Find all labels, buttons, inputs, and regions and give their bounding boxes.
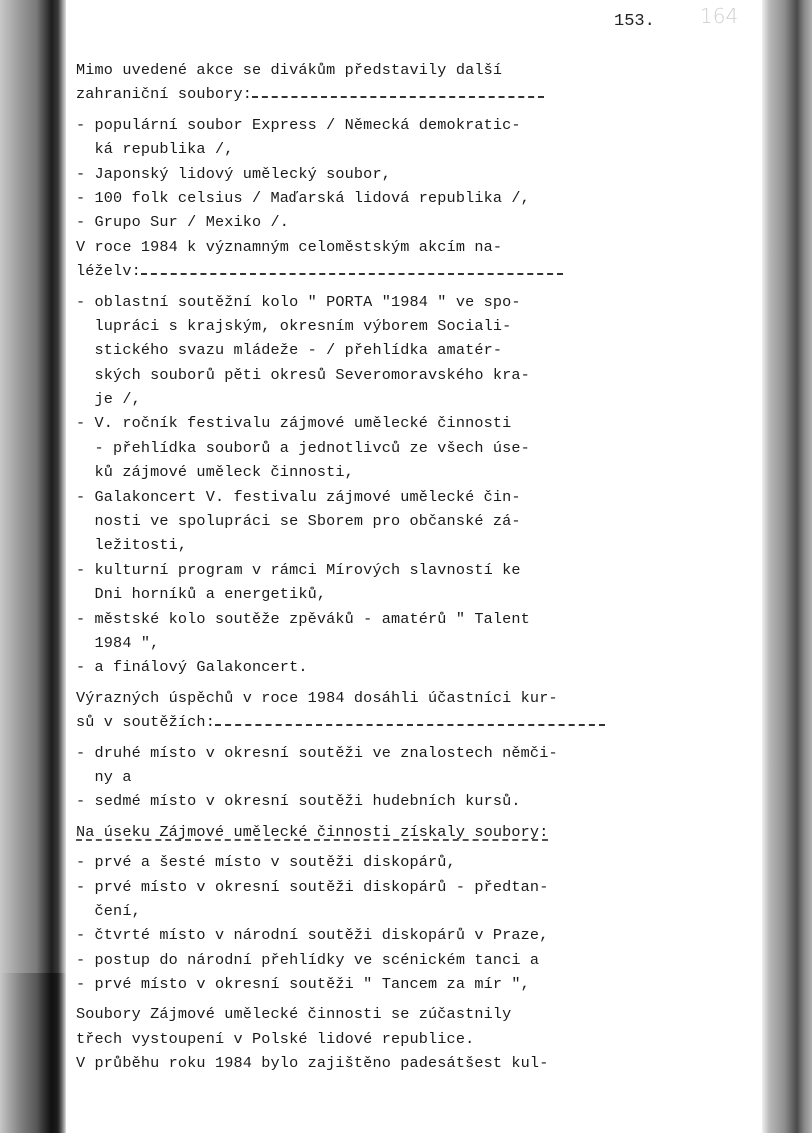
list-item-cont: je /, — [76, 390, 141, 409]
section2-heading: léželv: — [76, 262, 141, 281]
section1-heading: zahraniční soubory: — [76, 85, 253, 104]
list-item-cont: ležitosti, — [76, 536, 188, 555]
list-item: - prvé a šesté místo v soutěži diskopárů, — [76, 853, 456, 872]
section4-heading: Na úseku Zájmové umělecké činnosti získaly soubory: — [76, 822, 549, 841]
list-item-cont: stického svazu mládeže - / přehlídka amatér- — [76, 341, 503, 360]
list-item: - a finálový Galakoncert. — [76, 658, 308, 677]
section2-heading-line — [76, 259, 616, 283]
list-item: - Grupo Sur / Mexiko /. — [76, 213, 290, 232]
document-body — [76, 58, 616, 1076]
section3-heading: sů v soutěžích: — [76, 713, 215, 732]
page-number: 153. — [614, 12, 655, 31]
list-item: - prvé místo v okresní soutěži " Tancem za mír ", — [76, 975, 530, 994]
section1-heading-line — [76, 82, 616, 106]
list-item-cont: ských souborů pěti okresů Severomoravského kra- — [76, 365, 530, 384]
list-item: - prvé místo v okresní soutěži diskopárů - předtan- — [76, 877, 549, 896]
section4-heading-line — [76, 820, 616, 844]
section2-intro: V roce 1984 k významným celoměstským akcím na- — [76, 237, 503, 256]
list-item: - populární soubor Express / Německá demokratic- — [76, 115, 521, 134]
scan-right-edge-shadow — [762, 0, 812, 1133]
list-item-cont: 1984 ", — [76, 633, 160, 652]
section1-list — [76, 113, 616, 235]
list-item-cont: nosti ve spolupráci se Sborem pro občanské zá- — [76, 512, 521, 531]
heading-rule — [141, 259, 563, 275]
list-item-cont: ny a — [76, 767, 132, 786]
section3-heading-line — [76, 710, 616, 734]
list-item: - čtvrté místo v národní soutěži diskopárů v Praze, — [76, 926, 549, 945]
list-item-cont: lupráci s krajským, okresním výborem Sociali- — [76, 316, 512, 335]
section3-list — [76, 741, 616, 814]
list-item: - druhé místo v okresní soutěži ve znalostech němči- — [76, 743, 558, 762]
paragraph-line: V průběhu roku 1984 bylo zajištěno padesátšest kul- — [76, 1054, 549, 1073]
list-item: - oblastní soutěžní kolo " PORTA "1984 " ve spo- — [76, 292, 521, 311]
paragraph-line: Soubory Zájmové umělecké činnosti se zúčastnily — [76, 1005, 512, 1024]
list-item: - 100 folk celsius / Maďarská lidová republika /, — [76, 188, 530, 207]
paragraph-line: třech vystoupení v Polské lidové republice. — [76, 1029, 475, 1048]
section4-list — [76, 850, 616, 996]
section2-list — [76, 290, 616, 680]
section1-intro: Mimo uvedené akce se divákům představily další — [76, 61, 503, 79]
list-item-cont: čení, — [76, 901, 141, 920]
heading-rule — [252, 82, 544, 98]
heading-rule — [215, 710, 605, 726]
scan-left-edge-shadow — [0, 0, 66, 1133]
list-item-cont: - přehlídka souborů a jednotlivců ze všech úse- — [76, 438, 530, 457]
list-item-cont: Dni horníků a energetiků, — [76, 585, 327, 604]
handwritten-archive-number: 164 — [700, 4, 739, 28]
section5-paragraph — [76, 1002, 616, 1075]
list-item: - Japonský lidový umělecký soubor, — [76, 164, 391, 183]
list-item: - postup do národní přehlídky ve scénickém tanci a — [76, 950, 540, 969]
section3-intro: Výrazných úspěchů v roce 1984 dosáhli účastníci kur- — [76, 688, 558, 707]
list-item: - V. ročník festivalu zájmové umělecké činnosti — [76, 414, 512, 433]
list-item-cont: ká republika /, — [76, 140, 234, 159]
list-item: - Galakoncert V. festivalu zájmové umělecké čin- — [76, 487, 521, 506]
list-item: - městské kolo soutěže zpěváků - amatérů " Talent — [76, 609, 530, 628]
list-item: - kulturní program v rámci Mírových slavností ke — [76, 560, 521, 579]
list-item: - sedmé místo v okresní soutěži hudebních kursů. — [76, 792, 521, 811]
list-item-cont: ků zájmové uměleck činnosti, — [76, 463, 354, 482]
